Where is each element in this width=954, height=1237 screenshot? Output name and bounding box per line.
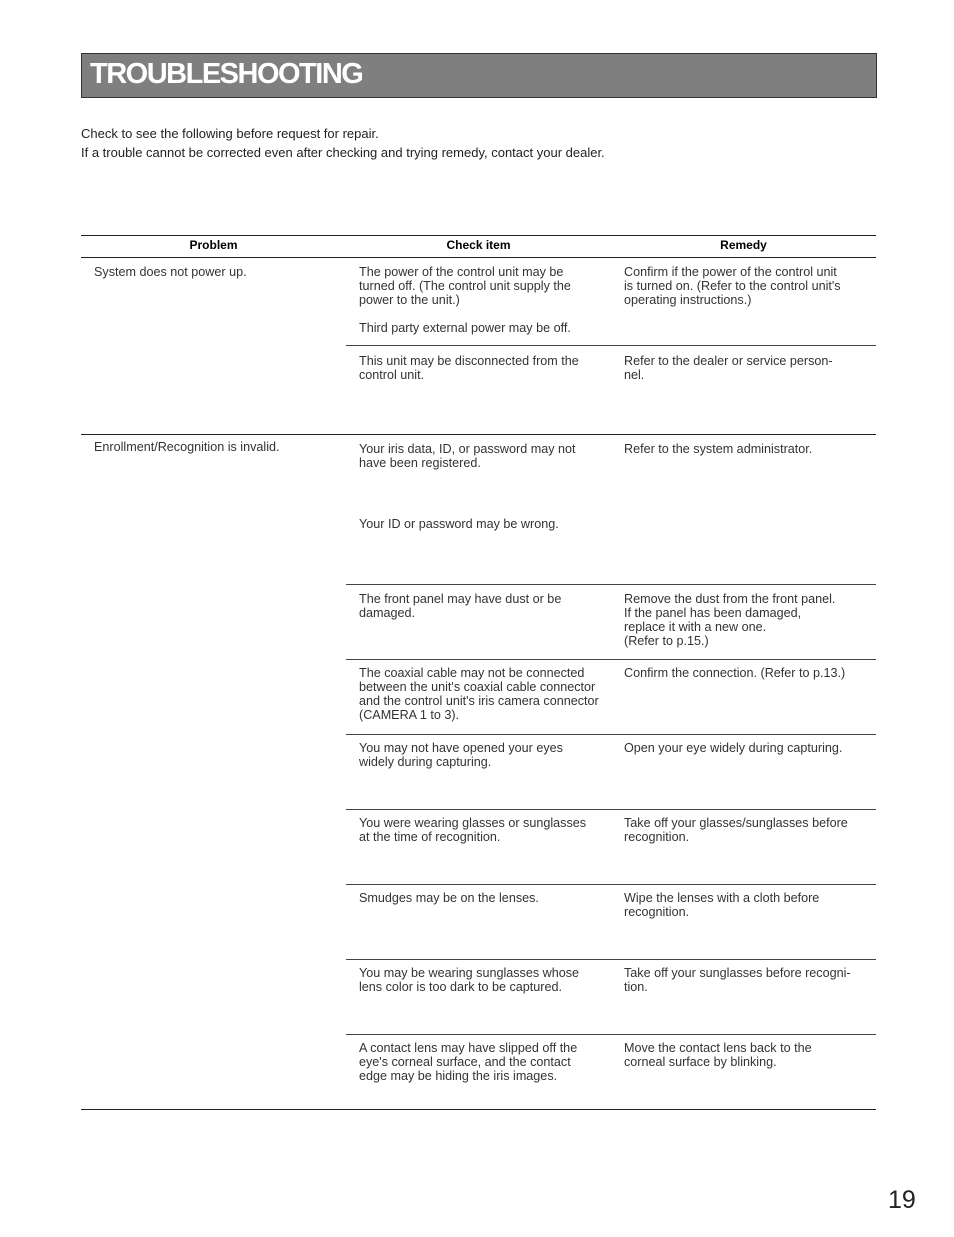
row-divider [346, 1034, 876, 1035]
problem-power: System does not power up. [94, 265, 247, 279]
header-rule [81, 257, 876, 258]
remedy: Take off your sunglasses before recogni- tion. [624, 966, 851, 994]
check-item: Smudges may be on the lenses. [359, 891, 539, 905]
header-remedy: Remedy [720, 238, 767, 252]
check-item: Third party external power may be off. [359, 321, 571, 335]
check-item: This unit may be disconnected from the control unit. [359, 354, 579, 382]
header-problem: Problem [189, 238, 238, 252]
intro-text [81, 124, 605, 162]
remedy: Move the contact lens back to the corneal surface by blinking. [624, 1041, 812, 1069]
row-divider [346, 345, 876, 346]
row-divider [346, 584, 876, 585]
row-divider [346, 809, 876, 810]
table-top-rule [81, 235, 876, 236]
intro-line: If a trouble cannot be corrected even after checking and trying remedy, contact your dealer. [81, 145, 605, 160]
remedy: Confirm the connection. (Refer to p.13.) [624, 666, 846, 680]
remedy: Refer to the system administrator. [624, 442, 813, 456]
remedy: Remove the dust from the front panel. If the panel has been damaged, replace it with a new one. (Refer to p.15.) [624, 592, 836, 648]
row-divider [346, 884, 876, 885]
group-divider [81, 434, 876, 435]
check-item: Your ID or password may be wrong. [359, 517, 559, 531]
check-item: The front panel may have dust or be damaged. [359, 592, 562, 620]
section-title-bar [81, 53, 877, 98]
row-divider [346, 734, 876, 735]
intro-line: Check to see the following before request for repair. [81, 126, 379, 141]
remedy: Confirm if the power of the control unit is turned on. (Refer to the control unit's operating instructions.) [624, 265, 841, 307]
page-title: TROUBLESHOOTING [90, 58, 363, 90]
remedy: Take off your glasses/sunglasses before recognition. [624, 816, 848, 844]
row-divider [346, 959, 876, 960]
header-check-item: Check item [446, 238, 511, 252]
remedy: Open your eye widely during capturing. [624, 741, 843, 755]
row-divider [346, 659, 876, 660]
check-item: You may be wearing sunglasses whose lens color is too dark to be captured. [359, 966, 580, 994]
problem-enrollment: Enrollment/Recognition is invalid. [94, 440, 280, 454]
table-bottom-rule [81, 1109, 876, 1110]
check-item: You may not have opened your eyes widely during capturing. [359, 741, 563, 769]
check-item: You were wearing glasses or sunglasses at the time of recognition. [359, 816, 587, 844]
page-number: 19 [888, 1186, 916, 1214]
check-item: The power of the control unit may be turned off. (The control unit supply the power to the unit.) [359, 265, 571, 307]
check-item: Your iris data, ID, or password may not have been registered. [359, 442, 576, 470]
check-item: A contact lens may have slipped off the eye's corneal surface, and the contact edge may be hiding the iris images. [359, 1041, 578, 1083]
remedy: Refer to the dealer or service person- nel. [624, 354, 833, 382]
remedy: Wipe the lenses with a cloth before recognition. [624, 891, 820, 919]
check-item: The coaxial cable may not be connected between the unit's coaxial cable connector and the control unit's iris camera connector (CAMERA 1 to 3). [359, 666, 599, 722]
